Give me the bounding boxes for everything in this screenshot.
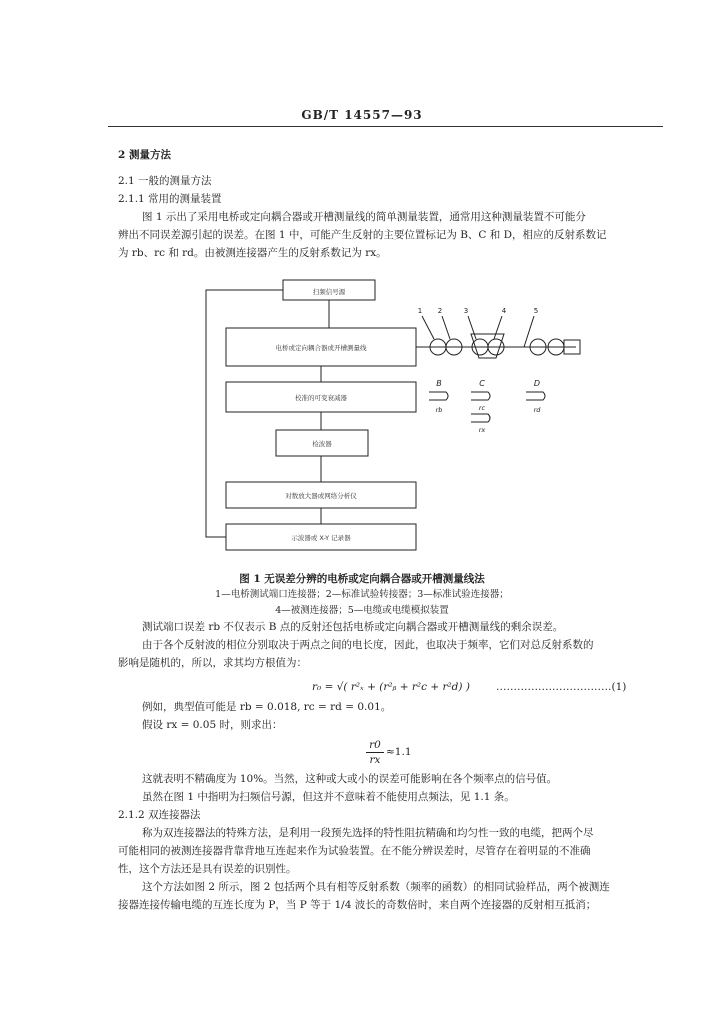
paragraph-2-line-1: 测试端口误差 rb 不仅表示 B 点的反射还包括电桥或定向耦合器或开槽测量线的剩余误差。: [142, 621, 564, 633]
diagram-label-sweep-source: 扫频信号源: [312, 288, 346, 296]
equation-1: r₀ = √( r²ₓ + (r²ᵦ + r²c + r²d) ): [312, 681, 470, 693]
paragraph-1-line-2: 辨出不同误差源引起的误差。在图 1 中，可能产生反射的主要位置标记为 B、C 和 D，相应的反射系数记: [118, 229, 607, 241]
paragraph-1-line-3: 为 rb、rc 和 rd。由被测连接器产生的反射系数记为 rx。: [118, 247, 387, 259]
diagram-label-detector: 检波器: [312, 440, 332, 448]
equation-2-denominator: rx: [369, 754, 381, 766]
paragraph-3-line-2: 假设 rx = 0.05 时，则求出：: [142, 719, 283, 731]
equation-1-number: ……………………………(1): [496, 681, 627, 693]
equation-2-value: ≈1.1: [386, 746, 412, 758]
paragraph-5-line-2: 可能相同的被测连接器背靠背地互连起来作为试验装置。在不能分辨误差时，尽管存在着明显的不准确: [118, 845, 591, 857]
diagram-number-4: 4: [501, 307, 507, 315]
section-title: 2 测量方法: [118, 149, 171, 161]
diagram-label-log-amplifier: 对数放大器或网络分析仪: [285, 492, 357, 500]
subsection-2-1-2: 2.1.2 双连接器法: [118, 809, 201, 821]
diagram-point-B: B: [436, 379, 442, 388]
paragraph-2-line-3: 影响是随机的，所以，求其均方根值为：: [118, 657, 307, 669]
diagram-label-bridge: 电桥或定向耦合器或开槽测量线: [275, 344, 367, 352]
diagram-coef-rx: rx: [478, 426, 486, 434]
paragraph-2-line-2: 由于各个反射波的相位分别取决于两点之间的电长度，因此，也取决于频率，它们对总反射系数的: [142, 639, 594, 651]
diagram-number-5: 5: [533, 307, 539, 315]
figure-legend-line-1: 1—电桥测试端口连接器；2—标准试验转接器；3—标准试验连接器；: [215, 589, 509, 600]
diagram-number-1: 1: [417, 307, 423, 315]
paragraph-5-line-1: 称为双连接器法的特殊方法，是利用一段预先选择的特性阻抗精确和均匀性一致的电缆，把两个尽: [142, 827, 594, 839]
diagram-point-C: C: [479, 379, 485, 388]
diagram-number-3: 3: [463, 307, 469, 315]
subsection-2-1: 2.1 一般的测量方法: [118, 175, 212, 187]
figure-legend-line-2: 4—被测连接器；5—电缆或电缆模拟装置: [275, 605, 449, 616]
diagram-label-recorder: 示波器或 X-Y 记录器: [291, 534, 351, 542]
equation-2-fraction: [366, 738, 384, 767]
diagram-coef-rc: rc: [478, 404, 486, 412]
subsection-2-1-1: 2.1.1 常用的测量装置: [118, 193, 222, 205]
diagram-coef-rd: rd: [533, 406, 541, 414]
paragraph-4-line-2: 虽然在图 1 中指明为扫频信号源，但这并不意味着不能使用点频法，见 1.1 条。: [142, 791, 515, 803]
paragraph-5-line-4: 这个方法如图 2 所示，图 2 包括两个具有相等反射系数（频率的函数）的相同试验样品，两个被测连: [142, 881, 610, 893]
diagram-label-attenuator: 校准的可变衰减器: [295, 394, 347, 402]
paragraph-4-line-1: 这就表明不精确度为 10%。当然，这种或大或小的误差可能影响在各个频率点的信号值。: [142, 773, 558, 785]
paragraph-5-line-3: 性，这个方法还是具有误差的识别性。: [118, 863, 297, 875]
figure-1-diagram: [196, 272, 596, 572]
figure-caption: 图 1 无误差分辨的电桥或定向耦合器或开槽测量线法: [239, 573, 485, 585]
paragraph-5-line-5: 接器连接传输电缆的互连长度为 P，当 P 等于 1/4 波长的奇数倍时，来自两个连接器的反射相互抵消；: [118, 899, 597, 911]
diagram-coef-rb: rb: [435, 406, 443, 414]
equation-2-numerator: r0: [366, 738, 384, 753]
diagram-point-D: D: [533, 379, 541, 388]
standard-number-header: GB/T 14557—93: [301, 108, 423, 122]
diagram-number-2: 2: [437, 307, 443, 315]
paragraph-1-line-1: 图 1 示出了采用电桥或定向耦合器或开槽测量线的简单测量装置，通常用这种测量装置不可能分: [142, 211, 586, 223]
paragraph-3-line-1: 例如，典型值可能是 rb = 0.018, rc = rd = 0.01。: [142, 701, 392, 713]
header-rule: [108, 126, 663, 127]
